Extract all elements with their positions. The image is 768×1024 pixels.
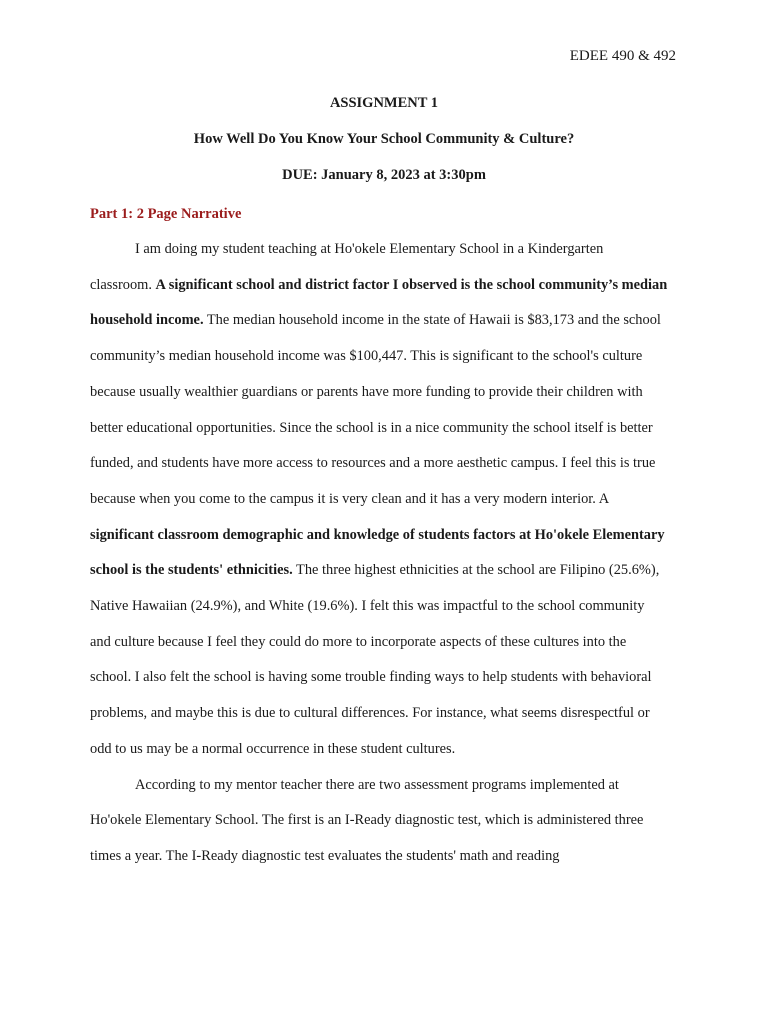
paragraph-1-text-1: I am doing my student teaching at Ho'okele Elementary School in a Kindergarten classroom. (90, 241, 604, 293)
title-block (0, 94, 768, 184)
assignment-title: ASSIGNMENT 1 (329, 95, 439, 111)
assignment-question: How Well Do You Know Your School Community & Culture? (193, 131, 575, 147)
paragraph-1-bold-2: significant classroom demographic and knowledge of students factors at Ho'okele Elementary school is the students' ethnicities. (90, 526, 665, 579)
section-heading: Part 1: 2 Page Narrative (90, 206, 242, 222)
paragraph-1-bold-1: A significant school and district factor I observed is the school community’s median household income. (90, 276, 668, 329)
due-date: DUE: January 8, 2023 at 3:30pm (282, 167, 486, 183)
paragraph-2-text-1: According to my mentor teacher there are two assessment programs implemented at Ho'okele Elementary School. The first is an I-Ready diagnostic test, which is administered three times a year. The I-Ready diagnostic test evaluates the students' math and reading (90, 776, 644, 864)
course-code-header: EDEE 490 & 492 (569, 48, 676, 64)
paragraph-1 (90, 232, 668, 768)
paragraph-2 (90, 768, 668, 875)
paragraph-1-text-3: The three highest ethnicities at the school are Filipino (25.6%), Native Hawaiian (24.9%), and White (19.6%). I felt this was impactful to the school community and culture because I feel they could do more to incorporate aspects of these cultures into the school. I also felt the school is having some trouble finding ways to help students with behavioral problems, and maybe this is due to cultural differences. For instance, what seems disrespectful or odd to us may be a normal occurrence in these student cultures. (90, 562, 660, 757)
narrative-body (90, 232, 668, 875)
paragraph-1-text-2: The median household income in the state of Hawaii is $83,173 and the school community’s median household income was $100,447. This is significant to the school's culture because usually wealthier guardians or parents have more funding to provide their children with better educational opportunities. Since the school is in a nice community the school itself is better funded, and students have more access to resources and a more aesthetic campus. I feel this is true because when you come to the campus it is very clean and it has a very modern interior. A (90, 312, 661, 507)
